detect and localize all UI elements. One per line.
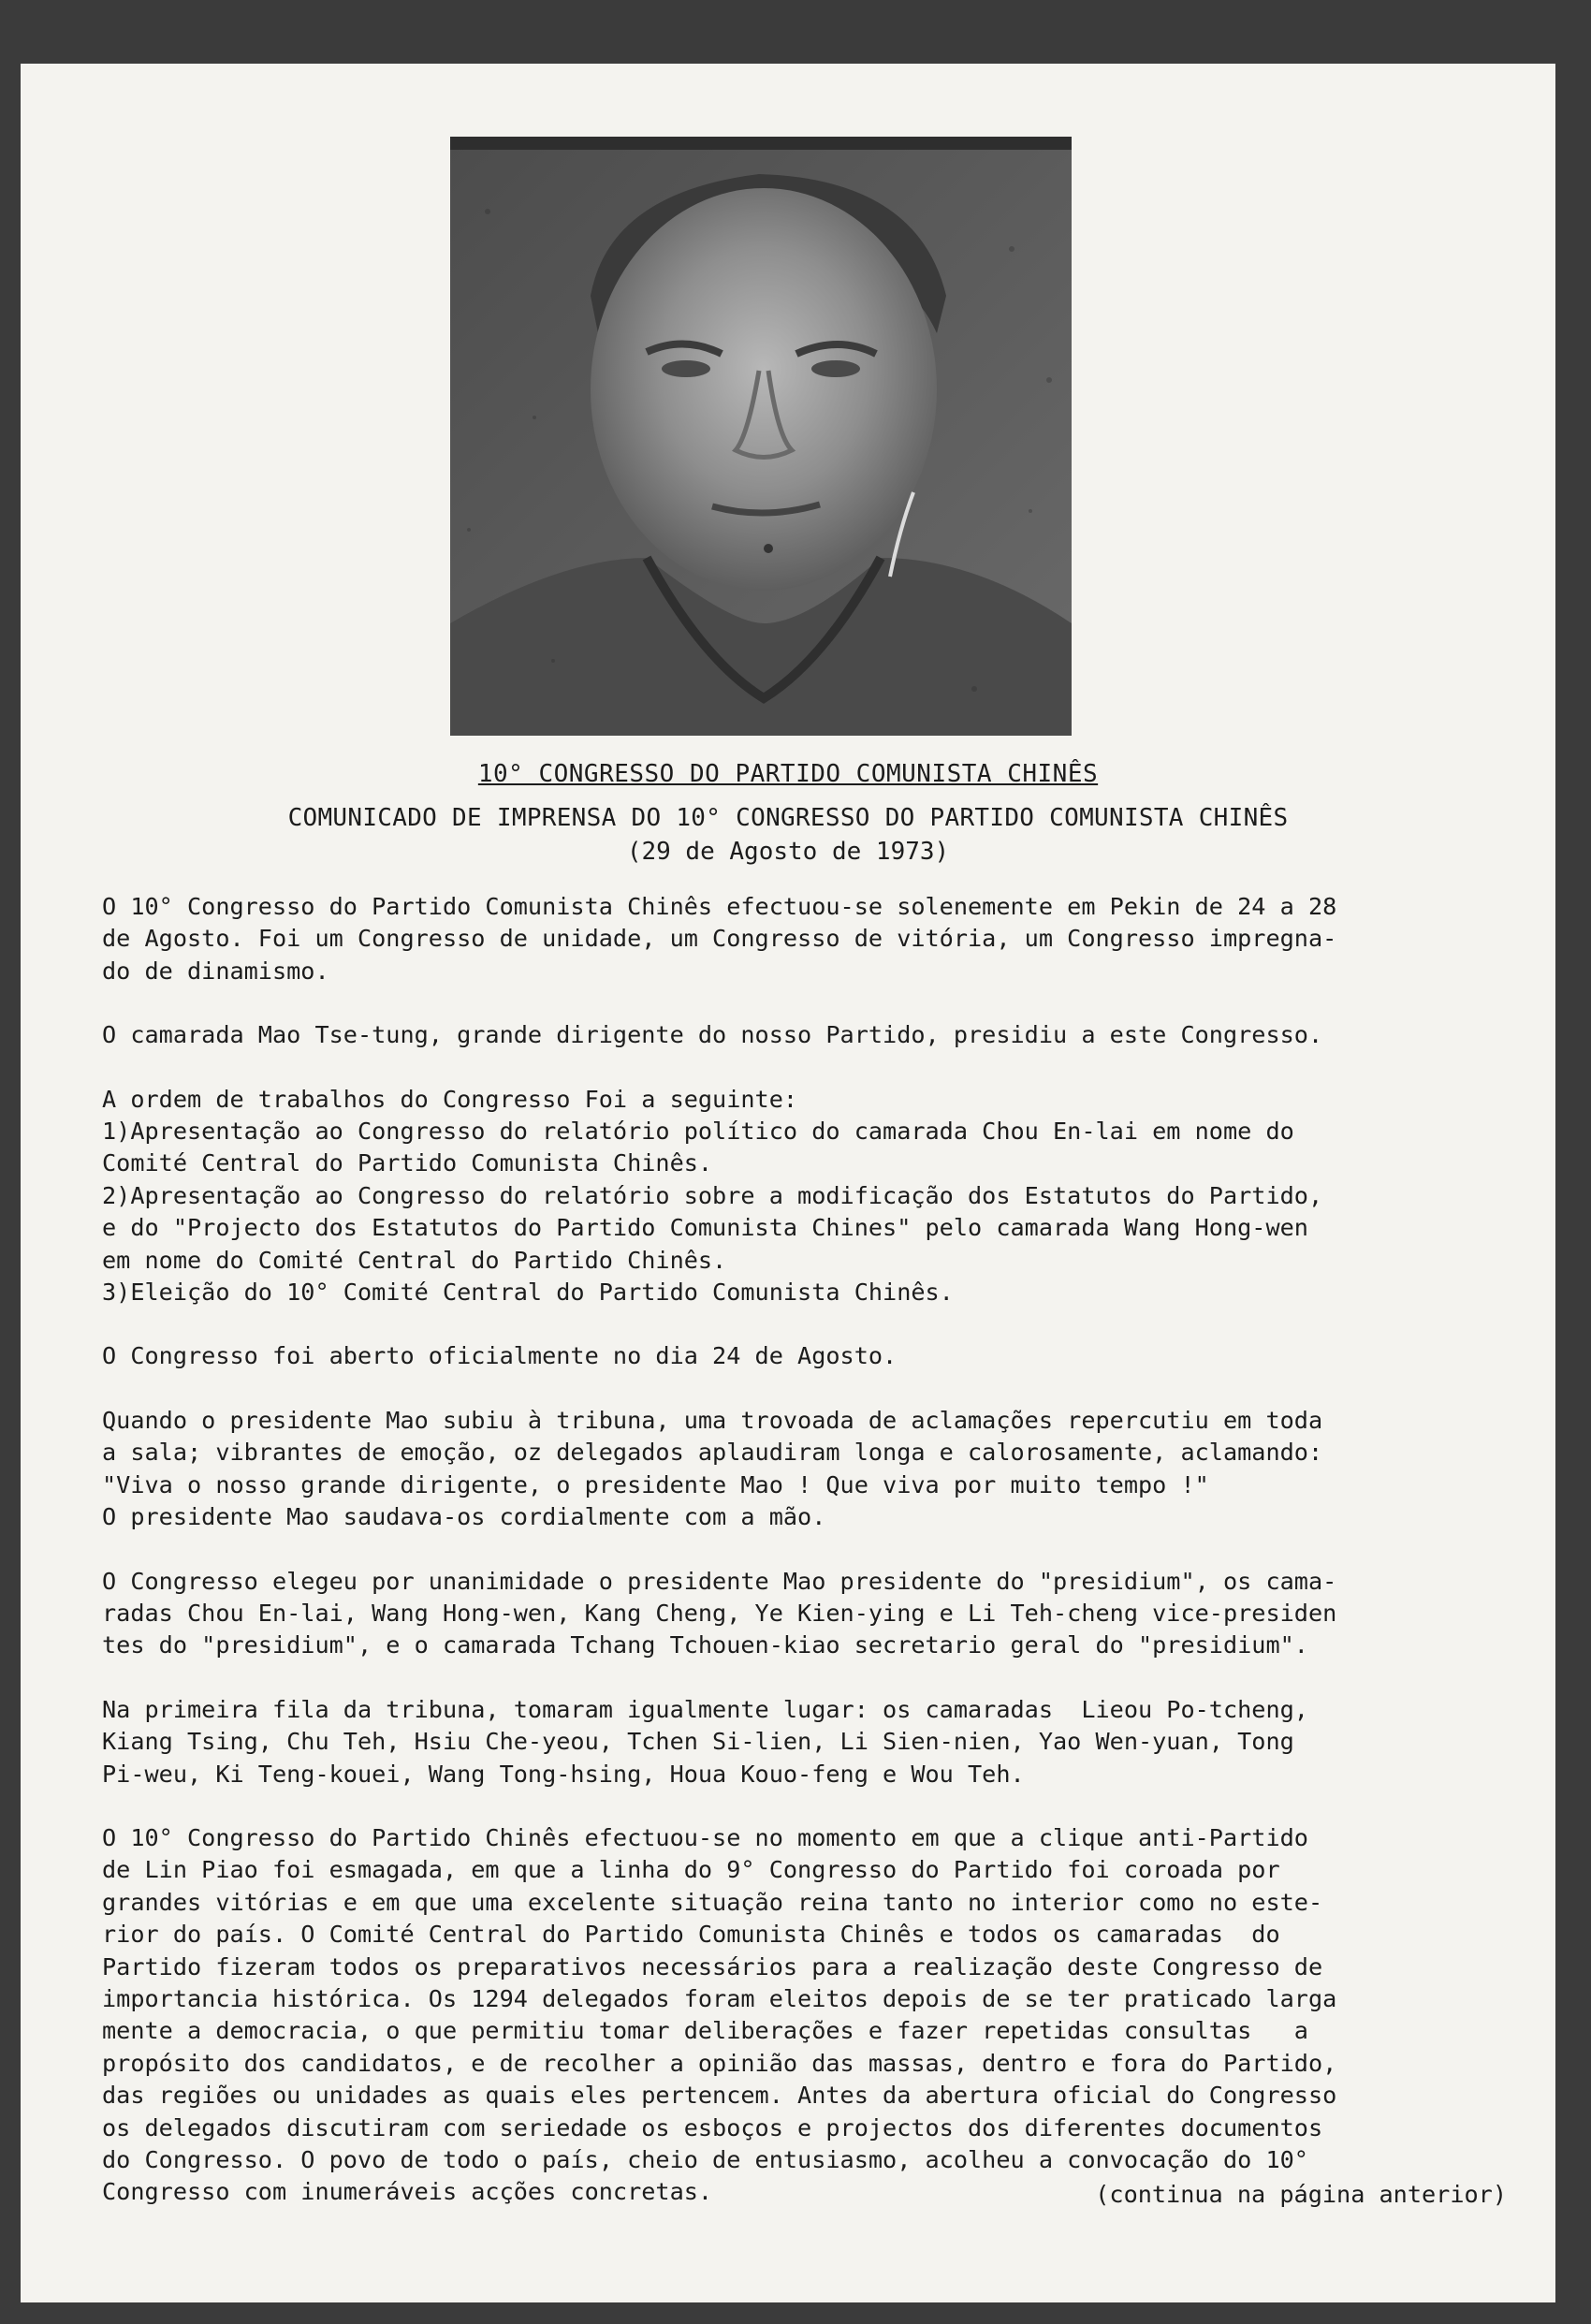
- text-line: de Agosto. Foi um Congresso de unidade, um Congresso de vitória, um Congresso impregna-: [102, 925, 1337, 953]
- paragraph: [102, 1405, 1487, 1534]
- text-line: radas Chou En-lai, Wang Hong-wen, Kang Cheng, Ye Kien-ying e Li Teh-cheng vice-presiden: [102, 1599, 1337, 1627]
- text-line: importancia histórica. Os 1294 delegados foram eleitos depois de se ter praticado larga: [102, 1984, 1337, 2012]
- text-line: O Congresso foi aberto oficialmente no dia 24 de Agosto.: [102, 1342, 898, 1370]
- text-line: propósito dos candidatos, e de recolher a opinião das massas, dentro e fora do Partido,: [102, 2049, 1337, 2077]
- text-line: mente a democracia, o que permitiu tomar deliberações e fazer repetidas consultas a: [102, 2017, 1308, 2045]
- text-line: das regiões ou unidades as quais eles pertencem. Antes da abertura oficial do Congresso: [102, 2082, 1337, 2110]
- text-line: e do "Projecto dos Estatutos do Partido Comunista Chines" pelo camarada Wang Hong-wen: [102, 1214, 1308, 1242]
- continued-note: (continua na página anterior): [1095, 2181, 1507, 2208]
- paragraph: [102, 891, 1487, 987]
- text-line: em nome do Comité Central do Partido Chinês.: [102, 1246, 727, 1274]
- paragraph: [102, 1694, 1487, 1791]
- paragraph: [102, 1340, 1487, 1372]
- text-line: a sala; vibrantes de emoção, oz delegados aplaudiram longa e calorosamente, aclamando:: [102, 1439, 1323, 1467]
- text-line: O 10° Congresso do Partido Comunista Chinês efectuou-se solenemente em Pekin de 24 a 28: [102, 893, 1337, 920]
- body-text: [102, 891, 1487, 2209]
- text-line: de Lin Piao foi esmagada, em que a linha do 9° Congresso do Partido foi coroada por: [102, 1856, 1280, 1884]
- text-line: 3)Eleição do 10° Comité Central do Partido Comunista Chinês.: [102, 1279, 954, 1307]
- text-line: A ordem de trabalhos do Congresso Foi a seguinte:: [102, 1085, 798, 1113]
- text-line: tes do "presidium", e o camarada Tchang Tchouen-kiao secretario geral do "presidium".: [102, 1631, 1308, 1659]
- text-line: grandes vitórias e em que uma excelente situação reina tanto no interior como no este-: [102, 1888, 1323, 1916]
- text-line: "Viva o nosso grande dirigente, o presidente Mao ! Que viva por muito tempo !": [102, 1470, 1209, 1498]
- paragraph: [102, 1084, 1487, 1309]
- text-line: 2)Apresentação ao Congresso do relatório sobre a modificação dos Estatutos do Partido,: [102, 1181, 1323, 1209]
- text-line: Kiang Tsing, Chu Teh, Hsiu Che-yeou, Tchen Si-lien, Li Sien-nien, Yao Wen-yuan, Tong: [102, 1728, 1294, 1756]
- text-line: rior do país. O Comité Central do Partido Comunista Chinês e todos os camaradas do: [102, 1921, 1280, 1949]
- document-date: (29 de Agosto de 1973): [626, 838, 950, 866]
- document-subtitle: COMUNICADO DE IMPRENSA DO 10° CONGRESSO DO PARTIDO COMUNISTA CHINÊS: [287, 804, 1289, 832]
- text-line: O presidente Mao saudava-os cordialmente com a mão.: [102, 1503, 826, 1531]
- portrait-photo: [450, 137, 1072, 736]
- paragraph: [102, 1566, 1487, 1662]
- text-line: O 10° Congresso do Partido Chinês efectuou-se no momento em que a clique anti-Partido: [102, 1823, 1308, 1851]
- paragraph: [102, 1019, 1487, 1051]
- text-line: Pi-weu, Ki Teng-kouei, Wang Tong-hsing, Houa Kouo-feng e Wou Teh.: [102, 1760, 1025, 1788]
- text-line: 1)Apresentação ao Congresso do relatório político do camarada Chou En-lai em nome do: [102, 1118, 1294, 1146]
- document-title: 10° CONGRESSO DO PARTIDO COMUNISTA CHINÊS: [477, 760, 1099, 788]
- text-line: Na primeira fila da tribuna, tomaram igualmente lugar: os camaradas Lieou Po-tcheng,: [102, 1695, 1308, 1723]
- text-line: os delegados discutiram com seriedade os esboços e projectos dos diferentes documentos: [102, 2113, 1323, 2141]
- text-line: do de dinamismo.: [102, 957, 329, 985]
- text-line: Comité Central do Partido Comunista Chinês.: [102, 1149, 713, 1177]
- paragraph: [102, 1822, 1487, 2209]
- document-page: [21, 64, 1555, 2302]
- text-line: O Congresso elegeu por unanimidade o presidente Mao presidente do "presidium", os cama-: [102, 1567, 1337, 1595]
- text-line: Partido fizeram todos os preparativos necessários para a realização deste Congresso de: [102, 1952, 1323, 1981]
- text-line: Congresso com inumeráveis acções concretas.: [102, 2178, 713, 2206]
- portrait-illustration: [450, 137, 1072, 736]
- text-line: O camarada Mao Tse-tung, grande dirigente do nosso Partido, presidiu a este Congresso.: [102, 1021, 1323, 1049]
- text-line: Quando o presidente Mao subiu à tribuna, uma trovoada de aclamações repercutiu em toda: [102, 1406, 1323, 1434]
- text-line: do Congresso. O povo de todo o país, cheio de entusiasmo, acolheu a convocação do 10°: [102, 2146, 1308, 2173]
